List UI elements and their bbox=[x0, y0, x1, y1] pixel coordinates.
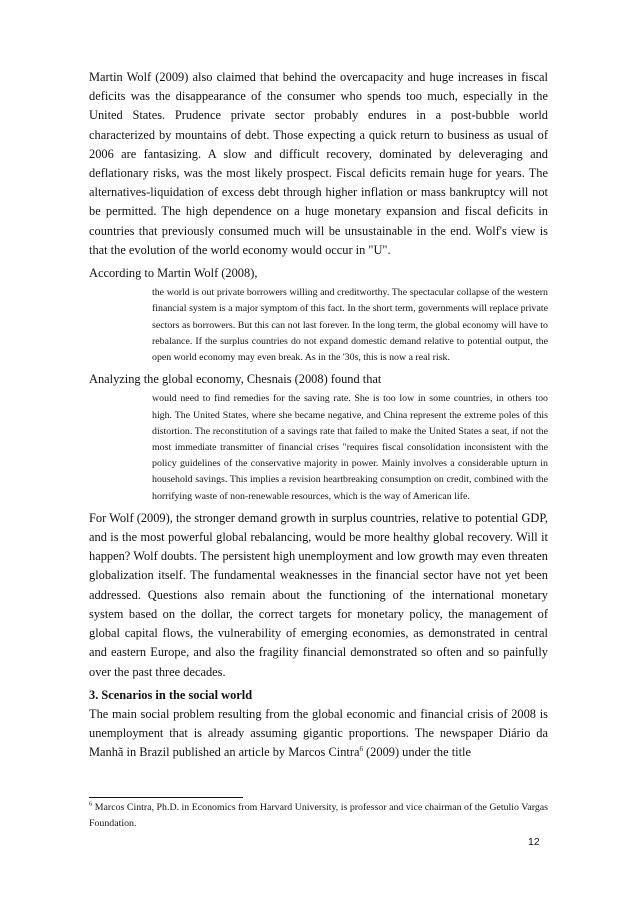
paragraph-chesnais-intro: Analyzing the global economy, Chesnais (2008) found that bbox=[89, 372, 382, 387]
paragraph-wolf-2009: Martin Wolf (2009) also claimed that behind the overcapacity and huge increases in fiscal deficits was the disappearance of the consumer who spends too much, especially in the United States. Prudence private sector probably endures in a post-bubble world characterized by mountains of debt. Those expecting a quick return to business as usual of 2006 are fantasizing. A slow and difficult recovery, dominated by deleveraging and deflationary risks, was the most likely prospect. Fiscal deficits remain huge for years. The alternatives-liquidation of excess debt through higher inflation or mass bankruptcy will not be permitted. The high dependence on a huge monetary expansion and fiscal deficits in countries that previously consumed much will be unsustainable in the end. Wolf's view is that the evolution of the world economy would occur in "U". bbox=[89, 70, 548, 257]
block-quote-chesnais: would need to find remedies for the saving rate. She is too low in some countries, in others too high. The United States, where she became negative, and China represent the extreme poles of this distortion. The reconstitution of a savings rate that failed to make the United States a seat, if not the most immediate transmitter of financial crises "requires fiscal consolidation inconsistent with the policy guidelines of the conservative majority in power. Mainly involves a considerable upturn in household savings. This implies a revision heartbreaking consumption on credit, combined with the horrifying waste of non-renewable resources, which is the way of American life. bbox=[152, 393, 548, 502]
footnote bbox=[89, 800, 548, 831]
paragraph-social-text-end: (2009) under the title bbox=[362, 745, 471, 760]
footnote-divider bbox=[89, 797, 243, 798]
page-number: 12 bbox=[528, 836, 540, 848]
block-quote-wolf-2008: the world is out private borrowers willing and creditworthy. The spectacular collapse of the western financial system is a major symptom of this fact. In the short term, governments will replace private sectors as borrowers. But this can not last forever. In the long term, the global economy will have to rebalance. If the surplus countries do not expand domestic demand relative to potential output, the open world economy may even break. As in the '30s, this is now a real risk. bbox=[152, 287, 548, 364]
footnote-marker: 6 bbox=[89, 800, 93, 808]
paragraph-social-text: The main social problem resulting from the global economic and financial crisis of 2008 is unemployment that is already assuming gigantic proportions. The newspaper Diário da Manhã in Brazil published an article by Marcos Cintra bbox=[89, 706, 548, 760]
paragraph-wolf-doubts: For Wolf (2009), the stronger demand growth in surplus countries, relative to potential GDP, and is the most powerful global rebalancing, would be more healthy global recovery. Will it happen? Wolf doubts. The persistent high unemployment and low growth may even threaten globalization itself. The fundamental weaknesses in the financial sector have not yet been addressed. Questions also remain about the functioning of the international monetary system based on the dollar, the correct targets for monetary policy, the management of global capital flows, the vulnerability of emerging economies, as demonstrated in central and eastern Europe, and also the fragility financial demonstrated so often and so painfully over the past three decades. bbox=[89, 510, 548, 679]
paragraph-social-world bbox=[89, 705, 548, 763]
paragraph-wolf-2008-intro: According to Martin Wolf (2008), bbox=[89, 266, 258, 281]
section-heading: 3. Scenarios in the social world bbox=[89, 687, 253, 702]
footnote-text: Marcos Cintra, Ph.D. in Economics from Harvard University, is professor and vice chairman of the Getulio Vargas Foundation. bbox=[89, 802, 548, 829]
body-text bbox=[89, 68, 548, 763]
footnote-reference[interactable]: 6 bbox=[359, 745, 363, 754]
